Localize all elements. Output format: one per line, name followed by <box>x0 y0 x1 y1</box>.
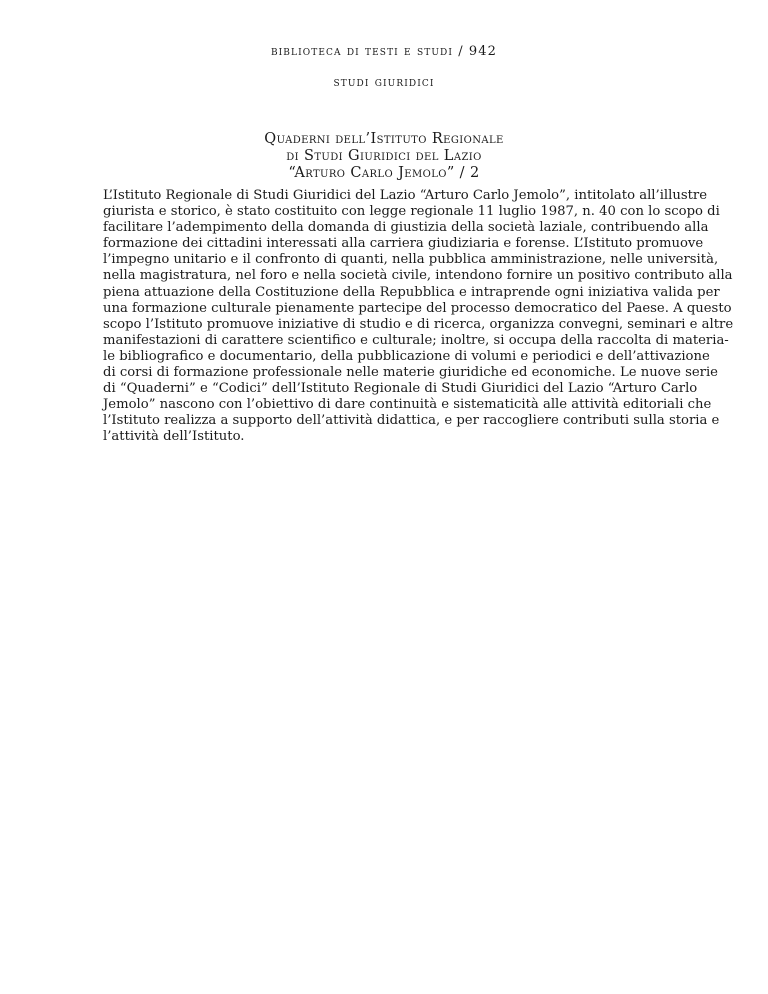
paragraph-line: giurista e storico, è stato costituito con legge regionale 11 luglio 1987, n. 40 con lo scopo di <box>103 204 720 220</box>
paragraph-line: di corsi di formazione professionale nelle materie giuridiche ed economiche. Le nuove serie <box>103 365 718 381</box>
collection-title-line-3: “Arturo Carlo Jemolo” / 2 <box>288 165 480 181</box>
collection-title <box>0 131 768 182</box>
series-title: biblioteca di testi e studi / 942 <box>270 44 498 59</box>
paragraph-line: manifestazioni di carattere scientifico e culturale; inoltre, si occupa della raccolta di materia- <box>103 332 729 348</box>
paragraph-line: scopo l’Istituto promuove iniziative di studio e di ricerca, organizza convegni, seminari e altre <box>103 316 734 332</box>
paragraph-line: L’Istituto Regionale di Studi Giuridici del Lazio “Arturo Carlo Jemolo”, intitolato all’illustre <box>103 188 708 203</box>
paragraph-line: l’impegno unitario e il confronto di quanti, nella pubblica amministrazione, nelle università, <box>103 252 719 268</box>
institute-description <box>103 188 734 446</box>
paragraph-line: nella magistratura, nel foro e nella società civile, intendono fornire un positivo contributo alla <box>103 268 733 284</box>
paragraph-line: formazione dei cittadini interessati alla carriera giudiziaria e forense. L’Istituto promuove <box>103 236 704 252</box>
paragraph-line: una formazione culturale pienamente partecipe del processo democratico del Paese. A questo <box>103 300 732 316</box>
paragraph-line: facilitare l’adempimento della domanda di giustizia della società laziale, contribuendo alla <box>103 220 709 236</box>
paragraph-line: di “Quaderni” e “Codici” dell’Istituto Regionale di Studi Giuridici del Lazio “Arturo Carlo <box>103 381 698 397</box>
collection-title-line-2: di Studi Giuridici del Lazio <box>286 148 482 164</box>
paragraph-line: le bibliografico e documentario, della pubblicazione di volumi e periodici e dell’attivazione <box>103 348 710 364</box>
collection-title-line-1: Quaderni dell’Istituto Regionale <box>264 131 504 147</box>
paragraph-line: l’attività dell’Istituto. <box>103 429 245 445</box>
paragraph-line: Jemolo” nascono con l’obiettivo di dare continuità e sistematicità alle attività editoriali che <box>103 397 712 413</box>
paragraph-line: l’Istituto realizza a supporto dell’attività didattica, e per raccogliere contributi sulla storia e <box>103 413 720 429</box>
subseries-title: studi giuridici <box>333 75 435 90</box>
paragraph-line: piena attuazione della Costituzione della Repubblica e intraprende ogni iniziativa valida per <box>103 284 720 300</box>
